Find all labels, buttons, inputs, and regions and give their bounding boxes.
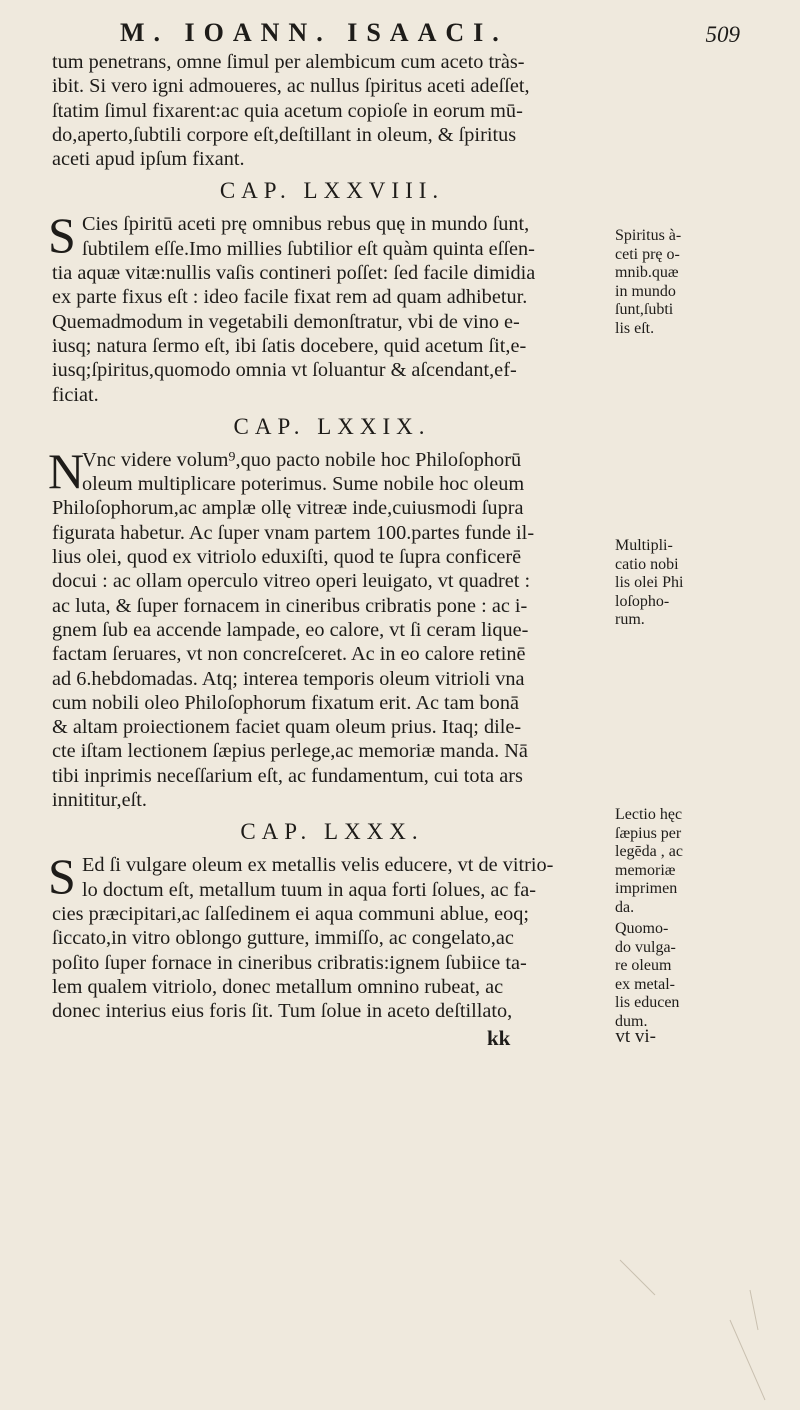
margin-line: lis olei Phi [615, 574, 684, 591]
margin-line: da. [615, 898, 635, 916]
chapter-paragraph [48, 848, 612, 1023]
chapter-heading: CAP. LXXX. [240, 819, 424, 845]
margin-line: ex metal- [615, 975, 675, 993]
drop-cap: N [48, 442, 85, 499]
chapter-heading: CAP. LXXVIII. [219, 178, 445, 204]
text-line: tibi inprimis neceſſarium eſt, ac fundamentum, cui tota ars [52, 764, 523, 787]
margin-line: Multipli- [615, 537, 673, 554]
text-line: Philoſophorum,ac amplæ ollę vitreæ inde,cuiusmodi ſupra [52, 497, 524, 520]
margin-line: ſunt,ſubti [615, 301, 674, 318]
text-line: ſubtilem eſſe.Imo millies ſubtilior eſt quàm quinta eſſen- [82, 237, 535, 260]
margin-line: loſopho- [615, 592, 670, 610]
text-line: Quemadmodum in vegetabili demonſtratur, vbi de vino e- [52, 310, 520, 333]
page-number: 509 [705, 22, 740, 47]
margin-note [615, 227, 775, 338]
text-line: cies præcipitari,ac ſalſedinem ei aqua communi ablue, eoq; [52, 902, 529, 925]
margin-line: in mundo [615, 282, 676, 300]
text-line: lius olei, quod ex vitriolo eduxiſti, quod te ſupra conficerē [52, 546, 522, 569]
margin-line: rum. [615, 611, 645, 628]
text-line: innititur,eſt. [52, 789, 147, 812]
drop-cap: S [48, 207, 76, 264]
text-line: iusq;ſpiritus,quomodo omnia vt ſoluantur & aſcendant,ef- [52, 359, 517, 382]
margin-line: Quomo- [615, 920, 669, 937]
text-line: ibit. Si vero igni admoueres, ac nullus ſpiritus aceti adeſſet, [52, 75, 530, 98]
running-header [60, 8, 740, 50]
text-line: ficiat. [52, 383, 99, 406]
text-line: lem qualem vitriolo, donec metallum omnino rubeat, ac [52, 975, 504, 998]
text-line: Cies ſpiritū aceti prę omnibus rebus quę in mundo ſunt, [82, 213, 530, 236]
main-text-column [48, 50, 612, 1023]
margin-note [615, 920, 775, 1031]
text-line: aceti apud ipſum fixant. [52, 148, 245, 171]
margin-line: lis eſt. [615, 319, 655, 337]
page-footer [52, 1026, 656, 1052]
margin-note [615, 806, 775, 917]
text-line: factam ſeruares, vt non concreſceret. Ac in eo calore retinē [52, 643, 526, 666]
text-line: & altam proiectionem faciet quam oleum prius. Itaq; dile- [52, 716, 522, 739]
margin-note [615, 537, 775, 630]
margin-line: ceti prę o- [615, 245, 680, 263]
text-line: cum nobili oleo Philoſophorum fixatum erit. Ac tam bonā [52, 691, 519, 714]
text-line: Ed ſi vulgare oleum ex metallis velis educere, vt de vitrio- [82, 854, 554, 877]
chapter-paragraph [48, 442, 612, 812]
continued-paragraph [52, 50, 612, 171]
text-line: cte iſtam lectionem ſæpius perlege,ac memoriæ manda. Nā [52, 740, 528, 763]
paper-crease-mark [580, 1250, 780, 1410]
margin-line: legēda , ac [615, 843, 683, 860]
text-line: oleum multiplicare poterimus. Sume nobile hoc oleum [82, 473, 525, 496]
text-line: ex parte fixus eſt : ideo facile fixat rem ad quam adhibetur. [52, 286, 528, 309]
text-line: poſito ſuper fornace in cineribus cribratis:ignem ſubiice ta- [52, 951, 527, 974]
drop-cap: S [48, 848, 76, 905]
text-line: gnem ſub ea accende lampade, eo calore, vt ſi ceram lique- [52, 618, 529, 641]
text-line: ſtatim ſimul fixarent:ac quia acetum copioſe in eorum mū- [52, 99, 523, 122]
text-line: tum penetrans, omne ſimul per alembicum cum aceto tràs- [52, 51, 525, 73]
margin-line: mnib.quæ [615, 264, 679, 281]
margin-line: dum. [615, 1012, 648, 1030]
text-line: lo doctum eſt, metallum tuum in aqua forti ſolues, ac fa- [82, 878, 536, 901]
margin-line: Spiritus à- [615, 227, 682, 244]
chapter-paragraph [48, 207, 612, 406]
margin-line: catio nobi [615, 555, 679, 573]
text-line: tia aquæ vitæ:nullis vaſis contineri poſſet: ſed facile dimidia [52, 262, 536, 285]
margin-line: ſæpius per [615, 824, 682, 842]
text-line: ad 6.hebdomadas. Atq; interea temporis oleum vitrioli vna [52, 667, 525, 690]
running-title: M. IOANN. ISAACI. [120, 18, 508, 47]
margin-line: memoriæ [615, 861, 676, 879]
signature-mark: kk [487, 1026, 511, 1050]
text-line: do,aperto,ſubtili corpore eſt,deſtillant in oleum, & ſpiritus [52, 123, 517, 146]
margin-line: do vulga- [615, 938, 676, 956]
chapter-heading: CAP. LXXIX. [233, 413, 431, 439]
catchword: vt vi- [615, 1026, 656, 1047]
text-line: figurata habetur. Ac ſuper vnam partem 100.partes funde il- [52, 521, 535, 544]
text-line: iusq; natura ſermo eſt, ibi ſatis docebere, quid acetum ſit,e- [52, 334, 527, 357]
margin-line: re oleum [615, 957, 672, 974]
margin-line: imprimen [615, 880, 678, 897]
margin-line: lis educen [615, 994, 680, 1011]
text-line: Vnc videre volum⁹,quo pacto nobile hoc Philoſophorū [82, 448, 522, 471]
text-line: docui : ac ollam operculo vitreo operi leuigato, vt quadret : [52, 570, 531, 593]
text-line: ſiccato,in vitro oblongo gutture, immiſſo, ac congelato,ac [52, 927, 514, 950]
text-line: ac luta, & ſuper fornacem in cineribus cribratis pone : ac i- [52, 594, 528, 617]
margin-line: Lectio hęc [615, 806, 683, 823]
text-line: donec interius eius foris ſit. Tum ſolue in aceto deſtillato, [52, 1000, 513, 1023]
